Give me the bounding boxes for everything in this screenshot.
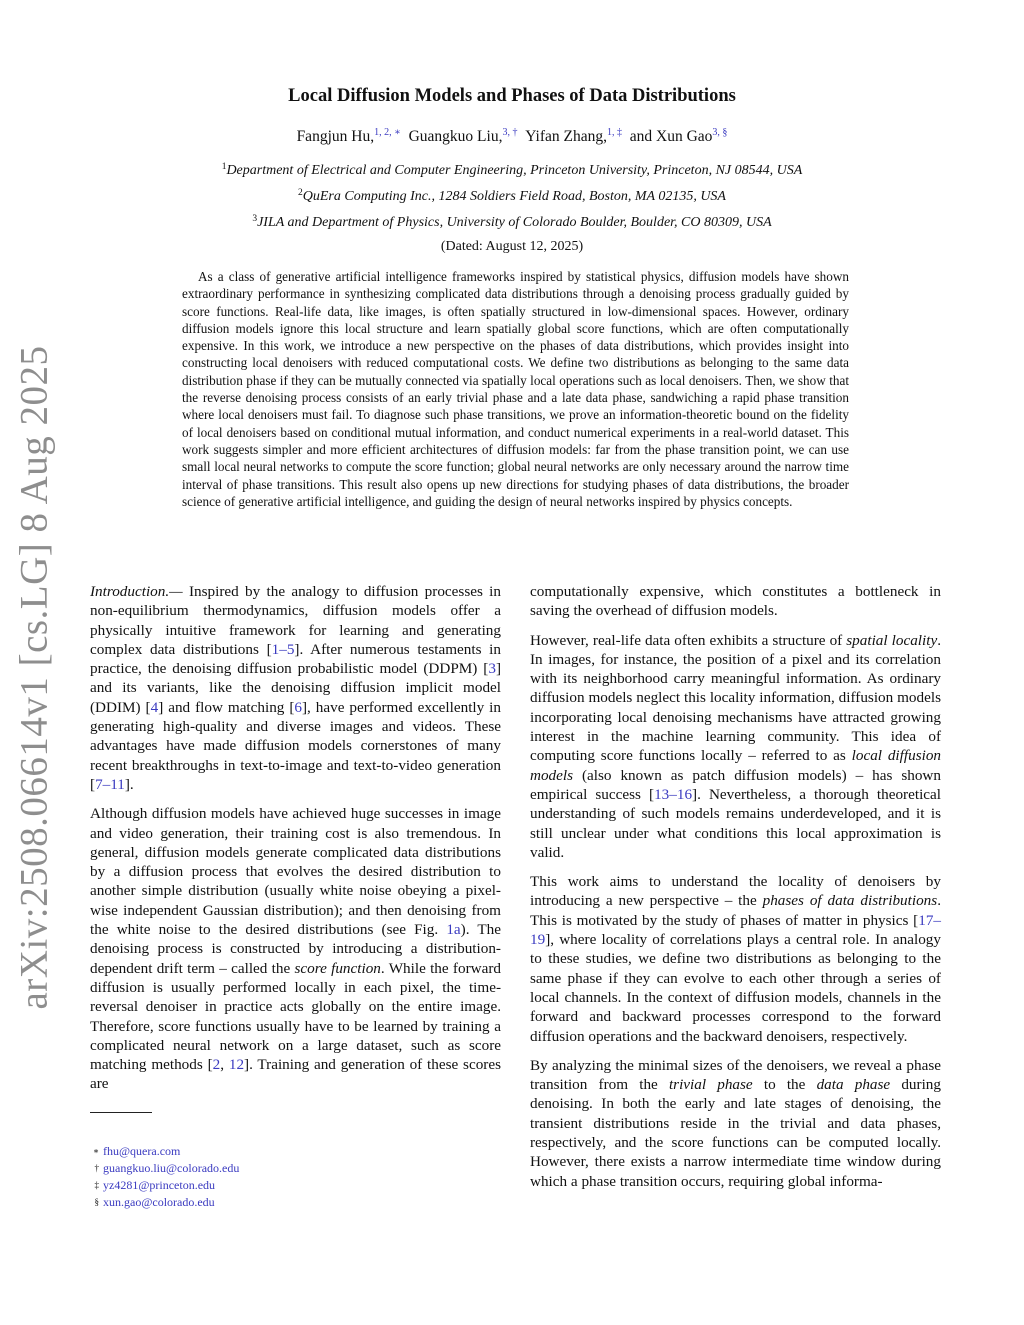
body-text: during denoising. In both the early and late stages of denoising, the transient distributions reside in the trivial and data phases, respectively, and the score functions can be computed locally. However, there exists a narrow intermediate time window during which a phase transition occurs, requiring global informa- (530, 1076, 941, 1190)
body-text: . In images, for instance, the position of a pixel and its correlation with its neighborhood carry meaningful information. As ordinary diffusion models neglect this locality information, diffusion models incorporating local denoising mechanisms have attracted growing interest in the machine learning community. This idea of computing score functions locally – referred to as (530, 631, 941, 765)
citation-link[interactable]: 4 (150, 698, 159, 716)
citation-link[interactable]: 6 (294, 698, 302, 716)
footnote (90, 1194, 501, 1211)
footnote-mark: ∗ (92, 1146, 99, 1156)
author-name: Guangkuo Liu, (408, 128, 503, 145)
emphasis: data phase (816, 1076, 891, 1094)
affiliation-number: 2 (298, 188, 303, 198)
citation-link[interactable]: 3 (488, 660, 496, 678)
footnote-mark: † (94, 1163, 99, 1173)
affiliation (0, 214, 1024, 231)
affiliation-number: 3 (252, 214, 258, 224)
body-text: ], have performed excellently in generating high-quality and diverse images and videos. These advantages have made diffusion models cornerstones of many recent breakthroughs in text-to-image and text-to-video generation [ (90, 698, 501, 793)
emphasis: spatial locality (846, 631, 938, 649)
footnote (90, 1143, 501, 1160)
body-text: ). The denoising process is constructed by introducing a distribution-dependent drift term – called the (90, 921, 501, 977)
body-text: However, real-life data often exhibits a structure of (530, 631, 847, 649)
footnote-divider (90, 1112, 152, 1113)
author-name: and Xun Gao (629, 128, 713, 145)
body-text: . While the forward diffusion is usually performed locally in each pixel, the time-reversal denoiser in practice acts globally on the entire image. Therefore, score functions usually have to be learned by training a complicated neural network on a large dataset, such as score matching methods [ (90, 959, 501, 1074)
email-link[interactable]: xun.gao@colorado.edu (103, 1195, 215, 1209)
emphasis: trivial phase (668, 1076, 753, 1094)
footnotes (90, 1143, 501, 1211)
email-link[interactable]: fhu@quera.com (103, 1144, 181, 1158)
affiliation (0, 188, 1024, 205)
affiliation-text: JILA and Department of Physics, University of Colorado Boulder, Boulder, CO 80309, USA (257, 215, 772, 230)
body-text: ]. Training and generation of these scores are (90, 1056, 501, 1093)
dated-line: (Dated: August 12, 2025) (440, 239, 584, 254)
abstract: As a class of generative artificial intelligence frameworks inspired by statistical physics, diffusion models have shown extraordinary performance in synthesizing complicated data distributions through a denoising process gradually guided by score functions. Real-life data, like images, is often spatially structured in low-dimensional spaces. However, ordinary diffusion models ignore this local structure and learn spatially global score functions, which are often computationally expensive. In this work, we introduce a new perspective on the phases of data distributions, which provides insight into constructing local denoisers with reduced computational costs. We define two distributions as belonging to the same data distribution phase if they can be mutually connected via spatially local operations such as local denoisers. Then, we show that the reverse denoising process consists of an early trivial phase and a late data phase, sandwiching a rapid phase transition where local denoisers must fail. To diagnose such phase transitions, we prove an information-theoretic bound on the fidelity of local denoisers based on conditional mutual information, and conduct numerical experiments in a real-world dataset. This work suggests simpler and more efficient architectures of diffusion models: far from the phase transition point, we can use small local neural networks to compute the score function; global neural networks are only necessary around the narrow time interval of phase transitions. This result also opens up new directions for studying phases of data distributions, the broader science of generative artificial intelligence, and guiding the design of neural networks inspired by physics concepts. (182, 269, 849, 509)
body-text: . This is motivated by the study of phases of matter in physics [ (530, 892, 941, 929)
author-marks[interactable]: 3, § (712, 127, 728, 138)
body-text: This work aims to understand the locality of denoisers by introducing a new perspective – the (530, 873, 941, 910)
citation-link[interactable]: 13–16 (654, 785, 693, 803)
footnote (90, 1177, 501, 1194)
citation-link[interactable]: 2 (212, 1056, 221, 1074)
body-text: , (220, 1056, 229, 1074)
citation-link[interactable]: 7–11 (95, 775, 125, 793)
emphasis: phases of data distributions (762, 892, 938, 910)
figure-link[interactable]: 1a (446, 921, 461, 939)
body-text: By analyzing the minimal sizes of the denoisers, we reveal a phase transition from the (530, 1056, 941, 1094)
paragraph: computationally expensive, which constitutes a bottleneck in saving the overhead of diffusion models. (530, 583, 941, 620)
paragraph (90, 804, 501, 1093)
citation-link[interactable]: 12 (228, 1056, 245, 1074)
arxiv-id-label: arXiv:2508.06614v1 [cs.LG] 8 Aug 2025 (12, 344, 56, 1010)
author-marks[interactable]: 1, 2, ∗ (374, 127, 401, 138)
paragraph (530, 872, 941, 1046)
email-link[interactable]: yz4281@princeton.edu (103, 1178, 216, 1192)
author-name: Fangjun Hu, (296, 128, 375, 145)
body-text: ] and flow matching [ (158, 698, 295, 716)
affiliation (0, 162, 1024, 179)
affiliation-text: Department of Electrical and Computer Engineering, Princeton University, Princeton, NJ 08544, USA (226, 163, 803, 178)
left-column (90, 582, 501, 1104)
footnote (90, 1160, 501, 1177)
footnote-mark: § (94, 1197, 99, 1207)
citation-link[interactable]: 1–5 (271, 640, 295, 658)
author-name: Yifan Zhang, (525, 128, 608, 145)
footnote-mark: ‡ (94, 1180, 99, 1190)
citation-link[interactable]: 17–19 (530, 911, 941, 949)
author-marks[interactable]: 3, † (502, 127, 518, 138)
body-text: ]. Nevertheless, a thorough theoretical understanding of such models remains underdeveloped, and it is still unclear under what conditions this local approximation is valid. (530, 785, 941, 861)
body-text: Although diffusion models have achieved huge successes in image and video generation, their training cost is also tremendous. In general, diffusion models generate complicated data distributions by a diffusion process that evolves the desired distribution to another simple distribution (usually white noise obeying a pixel-wise independent Gaussian distribution); and then denoising from the white noise to the desired distributions (see Fig. (90, 805, 501, 939)
right-column (530, 582, 941, 1201)
emphasis: local diffusion models (530, 747, 942, 784)
email-link[interactable]: guangkuo.liu@colorado.edu (103, 1161, 240, 1175)
author-list (0, 127, 1024, 146)
affiliation-number: 1 (221, 162, 227, 172)
author-marks[interactable]: 1, ‡ (607, 127, 623, 138)
paragraph (530, 631, 941, 863)
paragraph (90, 582, 501, 794)
paragraph (530, 1056, 941, 1191)
body-text: ]. After numerous testaments in practice, the denoising diffusion probabilistic model (DDPM) [ (90, 640, 501, 678)
emphasis: score function (294, 959, 381, 977)
body-text: to the (752, 1076, 817, 1094)
body-text: (also known as patch diffusion models) – has shown empirical success [ (530, 766, 941, 803)
affiliation-text: QuEra Computing Inc., 1284 Soldiers Field Road, Boston, MA 02135, USA (302, 189, 726, 204)
body-text: ] and its variants, like the denoising diffusion implicit model (DDIM) [ (90, 660, 501, 716)
paper-title: Local Diffusion Models and Phases of Data Distributions (288, 86, 736, 106)
arxiv-side-stamp (8, 344, 60, 1010)
section-lead: Introduction.— (90, 583, 183, 600)
body-text: Inspired by the analogy to diffusion processes in non-equilibrium thermodynamics, diffusion models offer a physically intuitive framework for learning and generating complex data distributions [ (90, 583, 501, 658)
body-text: ], where locality of correlations plays a central role. In analogy to these studies, we define two distributions as belonging to the same phase if they can evolve to each other through a series of local channels. In the context of diffusion models, channels in the forward and backward processes correspond to the forward diffusion operations and the backward denoisers, respectively. (530, 931, 941, 1045)
body-text: ]. (124, 775, 134, 793)
